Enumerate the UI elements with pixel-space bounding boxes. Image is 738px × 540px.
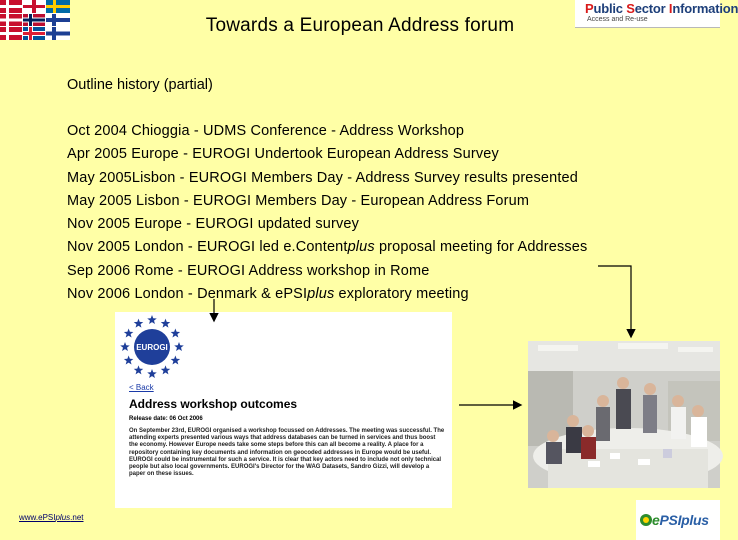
star-icon — [147, 315, 157, 324]
eurogi-emblem — [118, 314, 186, 380]
psi-logo-name: Public Sector Information — [585, 1, 738, 16]
star-icon — [124, 356, 134, 365]
epsiplus-logo-text: ePSIplus — [652, 512, 709, 528]
psi-logo-tagline: Access and Re-use — [587, 16, 648, 23]
history-item: Nov 2005 London - EUROGI led e.Contentplus proposal meeting for Addresses — [67, 239, 588, 256]
flag-sweden — [46, 0, 70, 13]
meeting-photo — [528, 341, 720, 488]
psi-logo — [575, 0, 738, 28]
history-list — [67, 122, 587, 308]
star-icon — [147, 369, 157, 378]
star-icon — [124, 329, 134, 338]
flag-denmark-tl — [0, 0, 22, 13]
article-body: On September 23rd, EUROGI organised a workshop focussed on Addresses. The meeting was successful. The attending experts presented various ways that address databases can be turned in services and thus boost the economy. However Europe needs take some steps before this can all become a reality. A place for a repository containing key documents and information on geocoded addresses in Europe would be useful. EUROGI could be instrumental for such a service. It is clear that key actors need to include not only technical people but also local governments. EUROGI's Director for the WAG Datasets, Sandro Gizzi, will develop a paper on these issues. — [129, 428, 445, 478]
history-item: Sep 2006 Rome - EUROGI Address workshop in Rome — [67, 262, 430, 279]
release-date: Release date: 06 Oct 2006 — [129, 416, 203, 422]
article-heading: Address workshop outcomes — [129, 397, 298, 411]
back-link[interactable]: < Back — [129, 383, 154, 392]
history-item: Oct 2004 Chioggia - UDMS Conference - Address Workshop — [67, 123, 465, 139]
star-icon — [171, 356, 181, 365]
arrow-to-photo — [598, 266, 631, 336]
star-icon — [174, 342, 184, 351]
star-icon — [161, 319, 171, 328]
eurogi-logo-text: EUROGI — [136, 343, 168, 352]
star-icon — [171, 329, 181, 338]
flag-england — [23, 0, 45, 13]
website-link[interactable]: www.ePSIplus.net — [19, 513, 84, 522]
star-icon — [134, 319, 144, 328]
page-title: Towards a European Address forum — [205, 15, 515, 36]
section-subtitle: Outline history (partial) — [67, 77, 213, 93]
star-icon — [120, 342, 130, 351]
star-icon — [134, 365, 144, 374]
history-item: Nov 2006 London - Denmark & ePSIplus exploratory meeting — [67, 286, 469, 303]
eurogi-news-screenshot — [115, 312, 452, 508]
history-item: Apr 2005 Europe - EUROGI Undertook European Address Survey — [67, 146, 499, 163]
history-item: Nov 2005 Europe - EUROGI updated survey — [67, 216, 359, 233]
history-item: May 2005Lisbon - EUROGI Members Day - Address Survey results presented — [67, 169, 578, 186]
history-item: May 2005 Lisbon - EUROGI Members Day - European Address Forum — [67, 192, 530, 209]
star-icon — [161, 365, 171, 374]
epsiplus-logo — [636, 500, 720, 540]
